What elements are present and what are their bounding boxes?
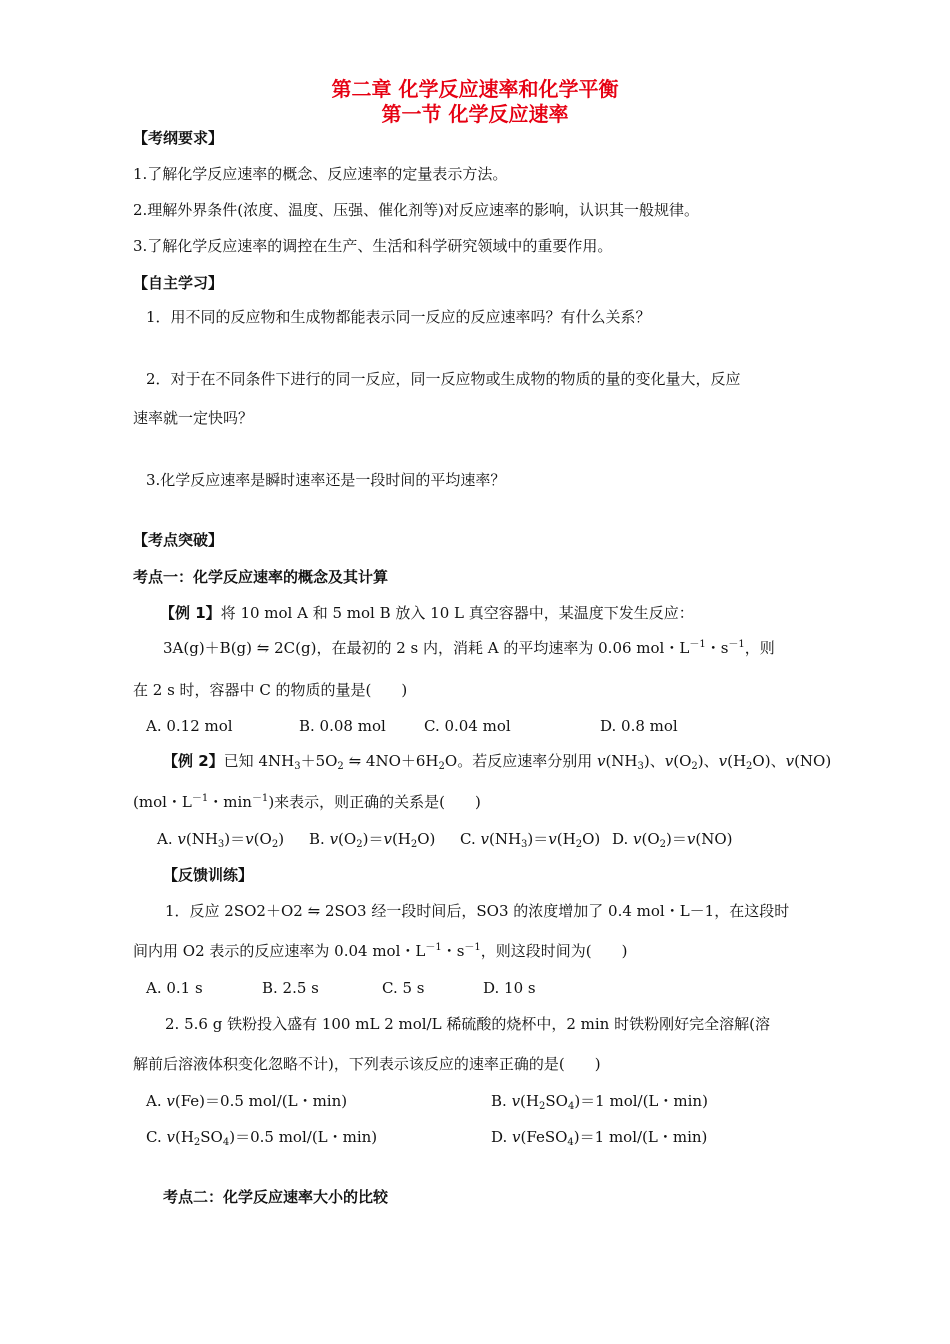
self-study-question-2-cont: 速率就一定快吗？: [133, 409, 254, 427]
syllabus-item: 2.理解外界条件(浓度、温度、压强、催化剂等)对反应速率的影响，认识其一般规律。: [133, 201, 700, 219]
example-2-option-b: B. $v(O_2)=v(H_2O)$: [309, 830, 436, 850]
feedback-1-option-d: D. 10 s: [483, 979, 536, 997]
example-1-equation: 3A(g)＋B(g) ⇋ 2C(g)，在最初的 2 s 内，消耗 A 的平均速率为 0.06 mol・$L^{-1}$・$s^{-1}$，则: [163, 639, 775, 657]
feedback-2-option-a: A. v(Fe)＝0.5 mol/(L・min): [146, 1092, 348, 1110]
example-1-option-c: C. 0.04 mol: [424, 717, 511, 735]
breakthrough-heading: 【考点突破】: [133, 531, 224, 549]
example-1-option-b: B. 0.08 mol: [299, 717, 386, 735]
example-1-question: 在 2 s 时，容器中 C 的物质的量是( ): [133, 681, 408, 699]
example-2-option-c: C. $v(NH_3)=v(H_2O)$: [460, 830, 601, 850]
example-2-option-d: D. $v(O_2)=v(NO)$: [612, 830, 733, 850]
self-study-question-2: 2．对于在不同条件下进行的同一反应，同一反应物或生成物的物质的量的变化量大，反应: [146, 370, 741, 388]
equilibrium-arrow-icon: ⇋: [256, 639, 270, 657]
feedback-question-1-cont: 间内用 O2 表示的反应速率为 0.04 mol・$L^{-1}$・$s^{-1}$，则这段时间为( ): [133, 942, 628, 960]
example-2-option-a: A. $v(NH_3)=v(O_2)$: [157, 830, 285, 850]
example-1-stem: 【例 1】将 10 mol A 和 5 mol B 放入 10 L 真空容器中，某温度下发生反应：: [160, 604, 694, 622]
feedback-heading: 【反馈训练】: [163, 866, 254, 884]
example-1-option-a: A. 0.12 mol: [146, 717, 233, 735]
equilibrium-arrow-icon: ⇋: [348, 752, 362, 770]
syllabus-item: 1.了解化学反应速率的概念、反应速率的定量表示方法。: [133, 165, 508, 183]
feedback-question-2-cont: 解前后溶液体积变化忽略不计)，下列表示该反应的速率正确的是( ): [133, 1055, 601, 1073]
feedback-2-option-c: C. $v(H_2SO_4)=0.5$ mol/(L・min): [146, 1128, 378, 1148]
feedback-question-2: 2. 5.6 g 铁粉投入盛有 100 mL 2 mol/L 稀硫酸的烧杯中，2 min 时铁粉刚好完全溶解(溶: [165, 1015, 770, 1033]
feedback-2-option-b: B. $v(H_2SO_4)=1$ mol/(L・min): [491, 1092, 708, 1112]
section-title: 第一节 化学反应速率: [381, 102, 569, 126]
self-study-question-3: 3.化学反应速率是瞬时速率还是一段时间的平均速率？: [146, 471, 506, 489]
example-1-option-d: D. 0.8 mol: [600, 717, 678, 735]
example-1-label: 【例 1】: [160, 604, 221, 622]
example-2-label: 【例 2】: [163, 752, 224, 770]
syllabus-heading: 【考纲要求】: [133, 129, 224, 147]
example-2-stem-cont: (mol・$L^{-1}$・$\min^{-1}$)来表示，则正确的关系是( ): [133, 793, 481, 811]
feedback-question-1: 1．反应 2SO2＋O2 ⇋ 2SO3 经一段时间后，SO3 的浓度增加了 0.4 mol・L－1，在这段时: [165, 902, 790, 920]
feedback-1-option-b: B. 2.5 s: [262, 979, 319, 997]
feedback-1-option-a: A. 0.1 s: [146, 979, 203, 997]
feedback-1-option-c: C. 5 s: [382, 979, 425, 997]
point-2-title: 考点二：化学反应速率大小的比较: [163, 1188, 389, 1206]
example-2-stem: 【例 2】已知 $4NH_3+5O_2$ ⇋ $4NO+6H_2O$。若反应速率分别用 $v(NH_3)$、$v(O_2)$、$v(H_2O)$、v(NO): [163, 752, 832, 772]
equilibrium-arrow-icon: ⇋: [307, 902, 321, 920]
self-study-question-1: 1．用不同的反应物和生成物都能表示同一反应的反应速率吗？有什么关系？: [146, 308, 651, 326]
syllabus-item: 3.了解化学反应速率的调控在生产、生活和科学研究领域中的重要作用。: [133, 237, 613, 255]
point-1-title: 考点一：化学反应速率的概念及其计算: [133, 568, 389, 586]
chapter-title: 第二章 化学反应速率和化学平衡: [331, 77, 619, 101]
self-study-heading: 【自主学习】: [133, 274, 224, 292]
feedback-2-option-d: D. v(FeSO$_4$)＝1 mol/(L・min): [491, 1128, 708, 1148]
